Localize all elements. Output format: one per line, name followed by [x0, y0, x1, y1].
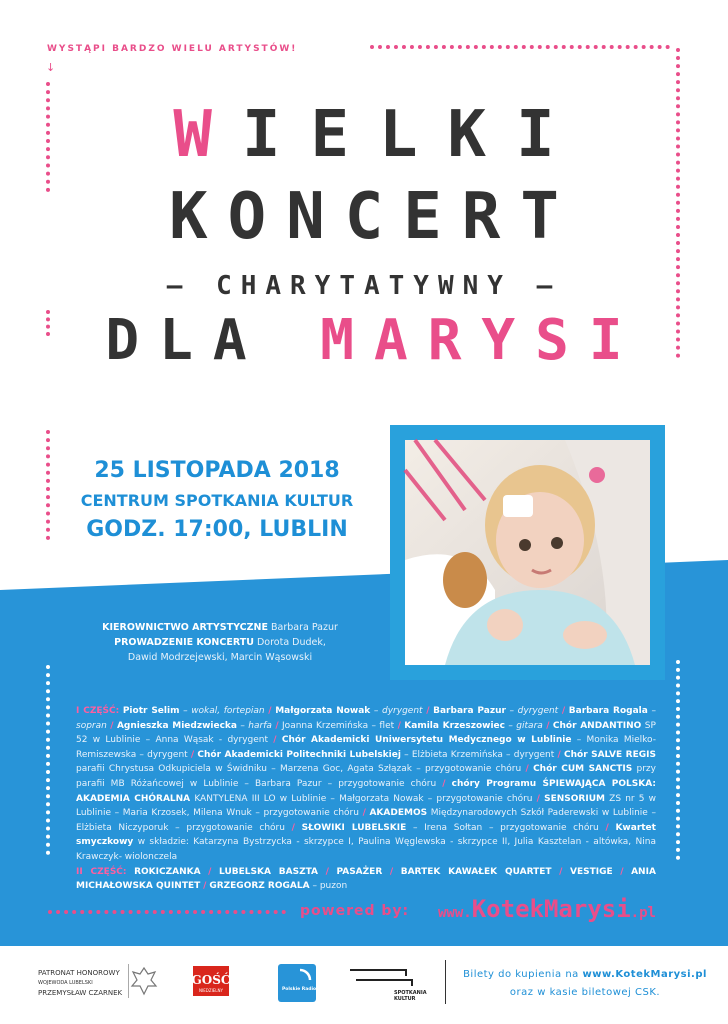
- title-dla-marysi: [0, 308, 728, 373]
- gosc-niedzielny-logo: [193, 966, 229, 996]
- part2-label: II CZĘŚĆ:: [76, 866, 127, 877]
- performer-role: – dyrygent: [509, 706, 559, 716]
- frame-top-dots: [370, 45, 670, 49]
- separator: /: [605, 822, 609, 833]
- separator: /: [561, 706, 566, 716]
- performer: GRZEGORZ ROGALA: [209, 881, 310, 892]
- powered-by: powered by:: [300, 903, 410, 919]
- title-w-letter: W: [173, 98, 242, 172]
- performer: BARTEK KAWAŁEK QUARTET: [400, 866, 552, 877]
- performer: LUBELSKA BASZTA: [219, 866, 319, 877]
- performer: AKADEMOS: [369, 808, 428, 819]
- separator: /: [291, 822, 295, 833]
- tickets-line-1: Bilety do kupienia na: [463, 969, 579, 980]
- performer-role: KANTYLENA III LO w Lublinie – Małgorzata Nowak – przygotowanie chóru: [194, 793, 533, 804]
- performer: VESTIGE: [570, 866, 613, 877]
- arrow-down-icon: ↓: [46, 61, 56, 74]
- performer-role: – puzon: [312, 881, 348, 892]
- performer: chóry Programu ŚPIEWAJĄCA POLSKA: AKADEMIA CHÓRALNA: [76, 778, 656, 804]
- separator: /: [268, 706, 272, 716]
- separator: /: [275, 720, 279, 731]
- performer-role: – Monika Mielko-Remiszewska – dyrygent: [76, 735, 656, 760]
- separator: /: [559, 866, 563, 877]
- patron-line-1: PATRONAT HONOROWY: [38, 969, 120, 977]
- frame-right-dots-white: [676, 660, 680, 860]
- performer: Barbara Pazur: [433, 706, 506, 716]
- separator: /: [208, 866, 212, 877]
- event-time: GODZ. 17:00, LUBLIN: [86, 517, 348, 542]
- performer-role: – gitara: [508, 720, 543, 731]
- performer: ANIA MICHAŁOWSKA QUINTET: [76, 866, 656, 892]
- performer-role: – wokal, fortepian: [183, 706, 265, 716]
- performer-role: przy parafii MB Różańcowej w Lublinie – Barbara Pazur – przygotowanie chóru: [76, 764, 656, 789]
- separator: /: [557, 749, 561, 760]
- title-dla: DLA: [105, 308, 267, 373]
- title-wielki: [0, 98, 728, 172]
- program-block: [76, 704, 656, 894]
- performer-role: ZS nr 5 w Lublinie – Maria Krzosek, Milena Wnuk – przygotowanie chóru: [76, 793, 656, 819]
- art-director-name: Barbara Pazur: [270, 622, 338, 633]
- performer-role: parafii Chrystusa Odkupiciela w Świdniku – Marzena Goc, Agata Szłązak – przygotowanie chóru: [76, 764, 522, 775]
- performer-role: Międzynarodowych Szkół Paderewski w Lublinie – Elżbieta Niczyporuk – przygotowanie chóru: [76, 808, 656, 833]
- separator: /: [442, 778, 446, 789]
- art-director-label: KIEROWNICTWO ARTYSTYCZNE: [102, 622, 268, 633]
- performer: Barbara Rogala: [568, 706, 648, 716]
- host-label: PROWADZENIE KONCERTU: [114, 637, 254, 648]
- tickets-line-2: oraz w kasie biletowej CSK.: [509, 987, 661, 998]
- girl-photo: [405, 440, 650, 665]
- performer-role: SP 52 w Lublinie – Anna Wąsak - dyrygent: [76, 720, 656, 746]
- performer: Chór Akademicki Uniwersytetu Medycznego w Lublinie: [281, 735, 572, 746]
- title-charytatywny: — CHARYTATYWNY —: [166, 271, 562, 301]
- performer: Agnieszka Miedzwiecka: [116, 720, 237, 731]
- footer-divider: [445, 960, 446, 1004]
- performer: Chór CUM SANCTIS: [533, 764, 633, 775]
- direction-block: [70, 620, 370, 665]
- host-names-2: Dawid Modrzejewski, Marcin Wąsowski: [127, 652, 313, 663]
- separator: /: [325, 866, 329, 877]
- performer: ROKICZANKA: [134, 866, 201, 877]
- radio-logo-text: Polskie Radio Lublin: [282, 987, 334, 992]
- performer: Chór SALVE REGIS: [564, 749, 656, 760]
- bottom-dots: [48, 910, 286, 914]
- performer: Joanna Krzemińska – flet: [282, 720, 395, 731]
- separator: /: [190, 749, 195, 760]
- performer: PASAŻER: [336, 866, 383, 877]
- ticket-info: [455, 966, 715, 1002]
- part1-label: I CZĘŚĆ:: [76, 706, 120, 716]
- performer: Kamila Krzeszowiec: [404, 720, 505, 731]
- website-suffix: .pl: [630, 905, 656, 921]
- title-marysi: MARYSI: [320, 308, 643, 373]
- title-koncert: KONCERT: [169, 180, 579, 254]
- centrum-spotkania-kultur-logo: [346, 966, 427, 1002]
- csk-logo-text-1: SPOTKANIA: [394, 990, 427, 996]
- eagle-emblem-icon: [128, 964, 159, 998]
- polskie-radio-lublin-logo: [278, 964, 334, 1002]
- tagline: WYSTĄPI BARDZO WIELU ARTYSTÓW!: [47, 44, 298, 54]
- separator: /: [203, 881, 207, 892]
- performer-role: – Elżbieta Krzemińska – dyrygent: [404, 749, 555, 760]
- event-venue: CENTRUM SPOTKANIA KULTUR: [80, 491, 354, 510]
- tickets-url[interactable]: www.KotekMarysi.pl: [582, 969, 707, 980]
- csk-logo-text-2: KULTUR: [394, 996, 416, 1002]
- patron-text: [38, 968, 122, 998]
- performer: Małgorzata Nowak: [275, 706, 371, 716]
- gosc-logo-text: GOŚĆ: [191, 973, 231, 987]
- separator: /: [536, 793, 540, 804]
- website-link[interactable]: [438, 895, 656, 923]
- performer-role: – sopran: [76, 706, 656, 731]
- host-names-1: Dorota Dudek,: [256, 637, 326, 648]
- gosc-logo-sub: NIEDZIELNY: [199, 988, 223, 993]
- separator: /: [525, 764, 529, 775]
- frame-left-dots-white: [46, 665, 50, 855]
- patron-line-3: PRZEMYSŁAW CZARNEK: [38, 989, 123, 997]
- separator: /: [362, 808, 366, 819]
- website-name: KotekMarysi: [471, 895, 631, 923]
- performer: Piotr Selim: [122, 706, 180, 716]
- separator: /: [397, 720, 401, 731]
- performer-role: – harfa: [240, 720, 272, 731]
- performer: Chór ANDANTINO: [552, 720, 642, 731]
- frame-left-dots-3: [46, 430, 50, 540]
- title-rest: IELKI: [241, 98, 585, 172]
- event-date: 25 LISTOPADA 2018: [94, 458, 340, 483]
- performer: Chór Akademicki Politechniki Lubelskiej: [197, 749, 401, 760]
- separator: /: [546, 720, 550, 731]
- patron-line-2: WOJEWODA LUBELSKI: [38, 980, 93, 986]
- separator: /: [273, 735, 277, 746]
- separator: /: [389, 866, 394, 877]
- separator: /: [426, 706, 430, 716]
- performer-role: – dyrygent: [373, 706, 423, 716]
- performer-role: – Irena Sołtan – przygotowanie chóru: [412, 822, 599, 833]
- performer: Kwartet smyczkowy: [76, 822, 656, 848]
- performer: SENSORIUM: [544, 793, 605, 804]
- separator: /: [110, 720, 114, 731]
- performer-role: w składzie: Katarzyna Bystrzycka - skrzypce I, Paulina Węglewska - skrzypce II, Julia Kasztelan - altówka, Nina Krawczyk- wiolonczela: [76, 837, 656, 862]
- separator: /: [620, 866, 624, 877]
- performer: SŁOWIKI LUBELSKIE: [301, 822, 407, 833]
- website-prefix: www.: [438, 905, 472, 921]
